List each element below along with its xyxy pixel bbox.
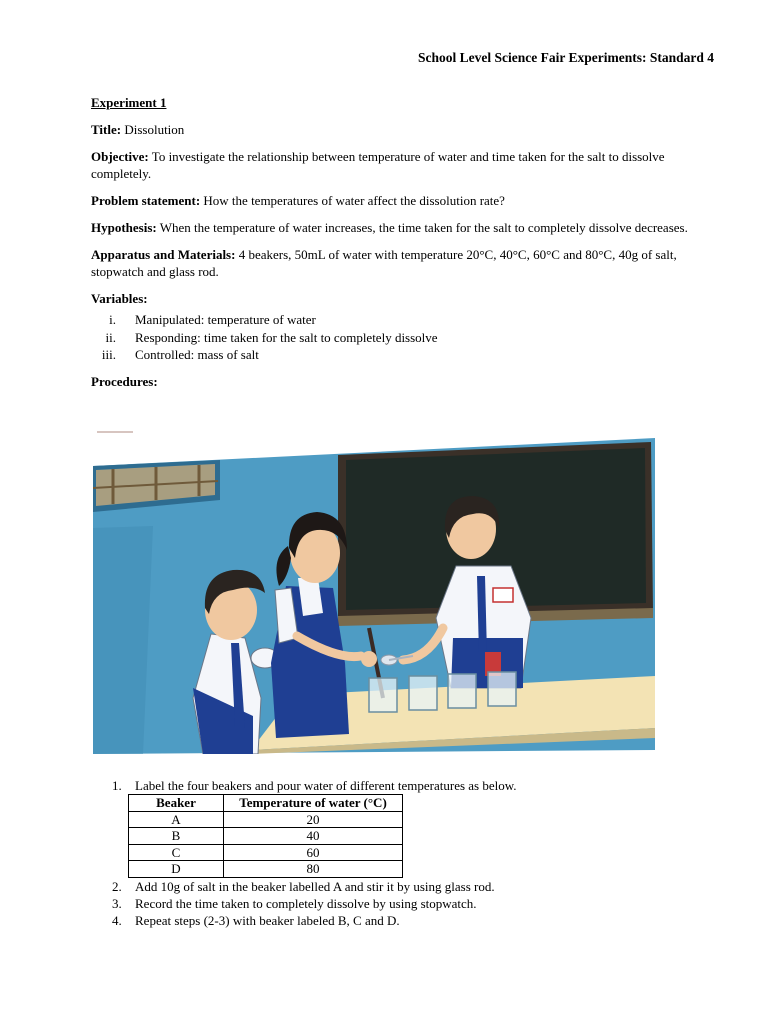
table-row xyxy=(129,828,403,845)
column-header-temperature: Temperature of water (°C) xyxy=(224,795,403,812)
document-header: School Level Science Fair Experiments: Standard 4 xyxy=(418,50,714,65)
apparatus-paragraph xyxy=(91,246,691,280)
experiment-content xyxy=(91,94,691,400)
list-item xyxy=(112,777,672,794)
list-item xyxy=(91,311,691,329)
variable-number: i. xyxy=(109,312,116,327)
temperature-cell: 80 xyxy=(224,861,403,878)
table-header-row xyxy=(129,795,403,812)
list-item xyxy=(112,878,672,895)
apparatus-label: Apparatus and Materials: xyxy=(91,247,236,262)
variables-label: Variables: xyxy=(91,291,148,306)
title-value: Dissolution xyxy=(124,122,185,137)
column-header-beaker: Beaker xyxy=(129,795,224,812)
step-text: Record the time taken to completely dissolve by using stopwatch. xyxy=(135,895,477,911)
beaker-cell: D xyxy=(129,861,224,878)
apparatus-value: 4 beakers, 50mL of water with temperature 20°C, 40°C, 60°C and 80°C, 40g of salt, stopwatch and glass rod. xyxy=(91,247,677,279)
list-item xyxy=(91,329,691,347)
variable-text: Manipulated: temperature of water xyxy=(135,312,316,327)
procedure-steps xyxy=(112,777,672,929)
variable-number: iii. xyxy=(101,347,116,362)
beaker-cell: B xyxy=(129,828,224,845)
step-number: 4. xyxy=(112,912,122,928)
experiment-heading: Experiment 1 xyxy=(91,95,167,110)
beaker-cell: A xyxy=(129,811,224,828)
classroom-illustration xyxy=(93,438,655,754)
temperature-table xyxy=(128,794,403,878)
problem-paragraph xyxy=(91,192,691,209)
hypothesis-paragraph xyxy=(91,219,691,236)
hypothesis-value: When the temperature of water increases, the time taken for the salt to completely dissolve decreases. xyxy=(159,220,688,235)
step-text: Label the four beakers and pour water of different temperatures as below. xyxy=(135,778,517,793)
list-item xyxy=(112,912,672,929)
step-text: Repeat steps (2-3) with beaker labeled B, C and D. xyxy=(135,912,400,928)
table-row xyxy=(129,811,403,828)
objective-label: Objective: xyxy=(91,149,149,164)
table-row xyxy=(129,844,403,861)
variables-list xyxy=(91,311,691,364)
problem-value: How the temperatures of water affect the dissolution rate? xyxy=(203,193,505,208)
list-item xyxy=(112,895,672,912)
title-label: Title: xyxy=(91,122,122,137)
problem-label: Problem statement: xyxy=(91,193,201,208)
temperature-cell: 60 xyxy=(224,844,403,861)
scan-mark xyxy=(97,431,133,433)
list-item xyxy=(91,346,691,364)
procedures-label: Procedures: xyxy=(91,373,158,389)
objective-value: To investigate the relationship between temperature of water and time taken for the salt to dissolve completely. xyxy=(91,149,665,181)
variable-text: Responding: time taken for the salt to completely dissolve xyxy=(135,329,438,345)
procedures-paragraph xyxy=(91,373,691,390)
temperature-cell: 40 xyxy=(224,828,403,845)
table-row xyxy=(129,861,403,878)
step-number: 3. xyxy=(112,895,122,911)
variable-number: ii. xyxy=(105,329,116,345)
variables-paragraph xyxy=(91,290,691,307)
title-paragraph xyxy=(91,121,691,138)
temperature-cell: 20 xyxy=(224,811,403,828)
objective-paragraph xyxy=(91,148,691,182)
beaker-cell: C xyxy=(129,844,224,861)
variable-text: Controlled: mass of salt xyxy=(135,347,259,362)
hypothesis-label: Hypothesis: xyxy=(91,220,157,235)
step-number: 2. xyxy=(112,878,122,894)
step-number: 1. xyxy=(112,778,122,793)
step-text: Add 10g of salt in the beaker labelled A and stir it by using glass rod. xyxy=(135,878,495,894)
